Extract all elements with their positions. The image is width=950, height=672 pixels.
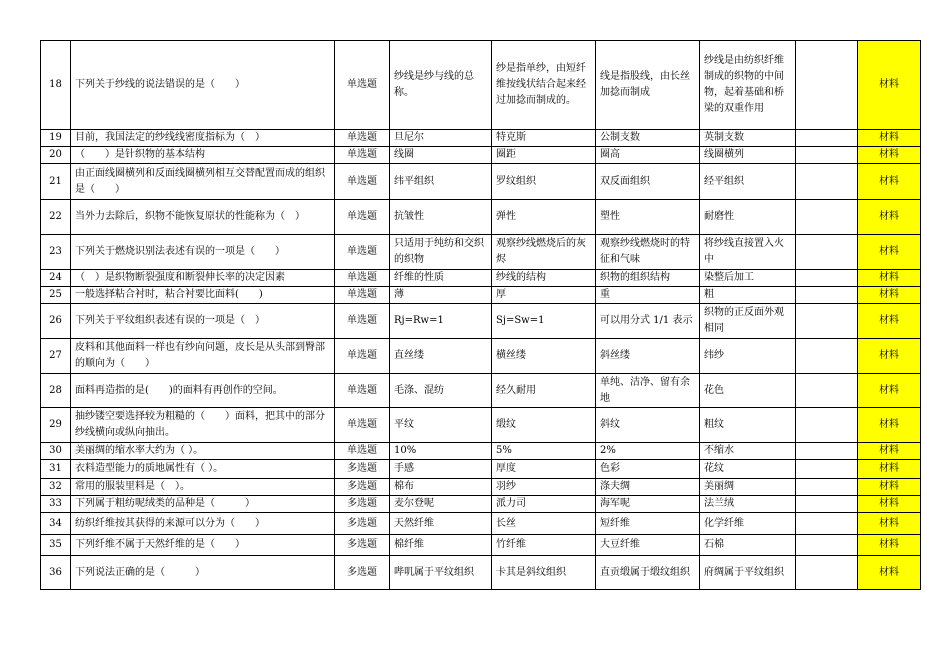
option-d: 纬纱: [700, 339, 796, 374]
option-b: Sj=Sw=1: [492, 304, 596, 339]
question-text: 常用的服装里料是（ ）。: [71, 479, 335, 496]
option-a: 棉纤维: [390, 535, 492, 556]
option-d: 化学纤维: [700, 513, 796, 535]
option-c: 重: [596, 287, 700, 304]
table-row: [41, 235, 921, 270]
category-cell: 材料: [858, 130, 921, 147]
option-a: 手感: [390, 460, 492, 479]
option-d: 府绸属于平纹组织: [700, 556, 796, 590]
option-d: 不缩水: [700, 443, 796, 460]
question-type: 单选题: [335, 270, 390, 287]
option-a: Rj=Rw=1: [390, 304, 492, 339]
category-cell: 材料: [858, 374, 921, 408]
table-row: [41, 496, 921, 513]
option-a: 平纹: [390, 408, 492, 443]
question-type: 单选题: [335, 164, 390, 200]
option-c: 线是指股线，由长丝加捻而制成: [596, 41, 700, 130]
table-row: [41, 147, 921, 164]
category-cell: 材料: [858, 270, 921, 287]
option-b: 特克斯: [492, 130, 596, 147]
answer-cell: [796, 339, 858, 374]
table-row: [41, 535, 921, 556]
option-a: 薄: [390, 287, 492, 304]
answer-cell: [796, 287, 858, 304]
question-type: 多选题: [335, 556, 390, 590]
option-c: 公制支数: [596, 130, 700, 147]
category-cell: 材料: [858, 408, 921, 443]
question-number: 19: [41, 130, 71, 147]
answer-cell: [796, 147, 858, 164]
question-type: 多选题: [335, 535, 390, 556]
answer-cell: [796, 443, 858, 460]
category-cell: 材料: [858, 443, 921, 460]
option-b: 观察纱线燃烧后的灰烬: [492, 235, 596, 270]
option-b: 经久耐用: [492, 374, 596, 408]
option-a: 毛涤、混纺: [390, 374, 492, 408]
category-cell: 材料: [858, 479, 921, 496]
category-cell: 材料: [858, 235, 921, 270]
category-cell: 材料: [858, 41, 921, 130]
question-text: （ ）是织物断裂强度和断裂伸长率的决定因素: [71, 270, 335, 287]
option-a: 10%: [390, 443, 492, 460]
option-b: 竹纤维: [492, 535, 596, 556]
question-type: 单选题: [335, 304, 390, 339]
table-row: [41, 200, 921, 235]
answer-cell: [796, 374, 858, 408]
option-b: 派力司: [492, 496, 596, 513]
option-a: 旦尼尔: [390, 130, 492, 147]
question-type: 单选题: [335, 147, 390, 164]
option-b: 羽纱: [492, 479, 596, 496]
question-text: 下列属于粗纺呢绒类的品种是（ ）: [71, 496, 335, 513]
question-text: 美丽绸的缩水率大约为（ ）。: [71, 443, 335, 460]
question-text: 皮料和其他面料一样也有纱向问题，皮长是从头部到臀部的顺向为（ ）: [71, 339, 335, 374]
table-row: [41, 374, 921, 408]
option-d: 纱线是由纺织纤维制成的织物的中间物，起着基础和桥梁的双重作用: [700, 41, 796, 130]
category-cell: 材料: [858, 460, 921, 479]
table-row: [41, 41, 921, 130]
option-c: 织物的组织结构: [596, 270, 700, 287]
question-text: （ ）是针织物的基本结构: [71, 147, 335, 164]
question-number: 26: [41, 304, 71, 339]
answer-cell: [796, 200, 858, 235]
option-d: 粗纹: [700, 408, 796, 443]
question-number: 23: [41, 235, 71, 270]
option-c: 塑性: [596, 200, 700, 235]
option-d: 染整后加工: [700, 270, 796, 287]
question-text: 由正面线圈横列和反面线圈横列相互交替配置而成的组织是（ ）: [71, 164, 335, 200]
table-row: [41, 460, 921, 479]
category-cell: 材料: [858, 200, 921, 235]
option-b: 缎纹: [492, 408, 596, 443]
answer-cell: [796, 496, 858, 513]
option-a: 抗皱性: [390, 200, 492, 235]
option-c: 斜丝缕: [596, 339, 700, 374]
question-text: 当外力去除后，织物不能恢复原状的性能称为（ ）: [71, 200, 335, 235]
option-c: 斜纹: [596, 408, 700, 443]
category-cell: 材料: [858, 164, 921, 200]
table-row: [41, 443, 921, 460]
question-type: 单选题: [335, 41, 390, 130]
option-a: 纬平组织: [390, 164, 492, 200]
option-c: 圈高: [596, 147, 700, 164]
question-number: 25: [41, 287, 71, 304]
answer-cell: [796, 513, 858, 535]
question-number: 34: [41, 513, 71, 535]
question-number: 22: [41, 200, 71, 235]
question-number: 27: [41, 339, 71, 374]
question-table: [40, 40, 921, 590]
question-type: 多选题: [335, 479, 390, 496]
answer-cell: [796, 164, 858, 200]
table-row: [41, 270, 921, 287]
option-a: 棉布: [390, 479, 492, 496]
question-type: 多选题: [335, 460, 390, 479]
option-a: 直丝缕: [390, 339, 492, 374]
option-c: 大豆纤维: [596, 535, 700, 556]
option-b: 厚度: [492, 460, 596, 479]
option-d: 英制支数: [700, 130, 796, 147]
option-c: 2%: [596, 443, 700, 460]
question-type: 多选题: [335, 513, 390, 535]
category-cell: 材料: [858, 496, 921, 513]
table-row: [41, 479, 921, 496]
answer-cell: [796, 556, 858, 590]
table-row: [41, 513, 921, 535]
table-row: [41, 304, 921, 339]
table-row: [41, 408, 921, 443]
question-number: 32: [41, 479, 71, 496]
category-cell: 材料: [858, 513, 921, 535]
question-number: 20: [41, 147, 71, 164]
question-number: 29: [41, 408, 71, 443]
answer-cell: [796, 130, 858, 147]
option-b: 横丝缕: [492, 339, 596, 374]
option-b: 罗纹组织: [492, 164, 596, 200]
option-c: 观察纱线燃烧时的特征和气味: [596, 235, 700, 270]
question-text: 目前，我国法定的纱线线密度指标为（ ）: [71, 130, 335, 147]
question-type: 单选题: [335, 130, 390, 147]
option-d: 线圈横列: [700, 147, 796, 164]
question-type: 单选题: [335, 408, 390, 443]
option-d: 将纱线直接置入火中: [700, 235, 796, 270]
option-a: 只适用于纯纺和交织的织物: [390, 235, 492, 270]
table-row: [41, 287, 921, 304]
category-cell: 材料: [858, 535, 921, 556]
question-type: 单选题: [335, 443, 390, 460]
answer-cell: [796, 41, 858, 130]
option-a: 纤维的性质: [390, 270, 492, 287]
option-c: 直贡缎属于缎纹组织: [596, 556, 700, 590]
option-c: 涤夫绸: [596, 479, 700, 496]
option-d: 美丽绸: [700, 479, 796, 496]
question-type: 单选题: [335, 235, 390, 270]
question-text: 面料再造指的是( )的面料有再创作的空间。: [71, 374, 335, 408]
question-number: 28: [41, 374, 71, 408]
question-number: 33: [41, 496, 71, 513]
question-type: 单选题: [335, 287, 390, 304]
table-row: [41, 130, 921, 147]
question-text: 下列说法正确的是（ ）: [71, 556, 335, 590]
option-c: 可以用分式 1/1 表示: [596, 304, 700, 339]
option-d: 耐磨性: [700, 200, 796, 235]
answer-cell: [796, 535, 858, 556]
option-b: 圈距: [492, 147, 596, 164]
question-number: 24: [41, 270, 71, 287]
question-text: 抽纱镂空要选择较为粗糙的（ ）面料，把其中的部分纱线横向或纵向抽出。: [71, 408, 335, 443]
question-type: 单选题: [335, 339, 390, 374]
option-b: 厚: [492, 287, 596, 304]
question-text: 衣料造型能力的质地属性有（ ）。: [71, 460, 335, 479]
question-text: 下列关于平纹组织表述有误的一项是（ ）: [71, 304, 335, 339]
option-d: 经平组织: [700, 164, 796, 200]
question-number: 35: [41, 535, 71, 556]
category-cell: 材料: [858, 304, 921, 339]
option-d: 花纹: [700, 460, 796, 479]
answer-cell: [796, 408, 858, 443]
question-number: 30: [41, 443, 71, 460]
option-b: 纱是指单纱，由短纤维按线状结合起来经过加捻而制成的。: [492, 41, 596, 130]
answer-cell: [796, 235, 858, 270]
option-c: 双反面组织: [596, 164, 700, 200]
option-a: 哔叽属于平纹组织: [390, 556, 492, 590]
question-number: 31: [41, 460, 71, 479]
question-text: 下列纤维不属于天然纤维的是（ ）: [71, 535, 335, 556]
option-d: 织物的正反面外观相同: [700, 304, 796, 339]
answer-cell: [796, 479, 858, 496]
table-row: [41, 164, 921, 200]
option-a: 纱线是纱与线的总称。: [390, 41, 492, 130]
category-cell: 材料: [858, 339, 921, 374]
question-number: 21: [41, 164, 71, 200]
question-text: 下列关于纱线的说法错误的是（ ）: [71, 41, 335, 130]
option-b: 卡其是斜纹组织: [492, 556, 596, 590]
question-number: 36: [41, 556, 71, 590]
option-c: 短纤维: [596, 513, 700, 535]
question-text: 一般选择粘合衬时，粘合衬要比面料( ): [71, 287, 335, 304]
table-row: [41, 339, 921, 374]
option-d: 法兰绒: [700, 496, 796, 513]
question-type: 多选题: [335, 496, 390, 513]
category-cell: 材料: [858, 147, 921, 164]
option-a: 天然纤维: [390, 513, 492, 535]
option-b: 长丝: [492, 513, 596, 535]
option-d: 石棉: [700, 535, 796, 556]
question-text: 纺织纤维按其获得的来源可以分为（ ）: [71, 513, 335, 535]
option-c: 色彩: [596, 460, 700, 479]
question-text: 下列关于燃烧识别法表述有误的一项是（ ）: [71, 235, 335, 270]
question-type: 单选题: [335, 374, 390, 408]
question-type: 单选题: [335, 200, 390, 235]
option-a: 线圈: [390, 147, 492, 164]
option-b: 纱线的结构: [492, 270, 596, 287]
answer-cell: [796, 304, 858, 339]
category-cell: 材料: [858, 556, 921, 590]
option-b: 弹性: [492, 200, 596, 235]
option-d: 花色: [700, 374, 796, 408]
answer-cell: [796, 270, 858, 287]
option-c: 单纯、洁净、留有余地: [596, 374, 700, 408]
question-number: 18: [41, 41, 71, 130]
option-b: 5%: [492, 443, 596, 460]
option-d: 粗: [700, 287, 796, 304]
answer-cell: [796, 460, 858, 479]
option-a: 麦尔登呢: [390, 496, 492, 513]
option-c: 海军呢: [596, 496, 700, 513]
category-cell: 材料: [858, 287, 921, 304]
table-row: [41, 556, 921, 590]
